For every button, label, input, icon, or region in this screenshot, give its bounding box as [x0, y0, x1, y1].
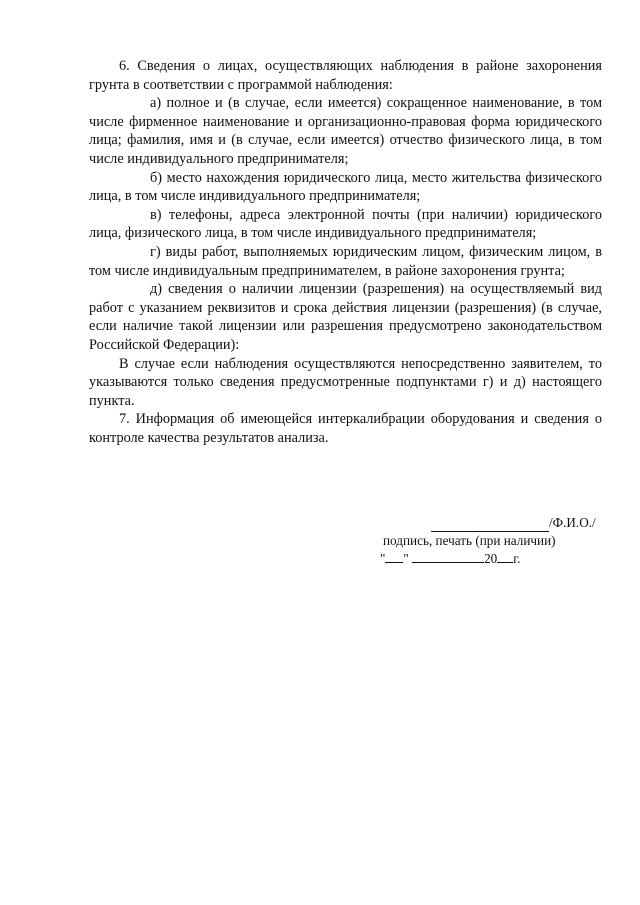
- item-6: 6. Сведения о лицах, осуществляющих наблюдения в районе захоронения грунта в соответствии с программой наблюдения:: [89, 58, 602, 93]
- year-prefix: 20: [484, 551, 498, 566]
- signature-line: [379, 514, 609, 532]
- item-6-d: д) сведения о наличии лицензии (разрешения) на осуществляемый вид работ с указанием реквизитов и срока действия лицензии (разрешения) (в случае, если наличие такой лицензии или разрешения предусмотрено законодательством Российской Федерации):: [89, 281, 602, 353]
- quote-open: ": [380, 551, 386, 566]
- signature-block: [379, 514, 609, 568]
- item-6-b: б) место нахождения юридического лица, место жительства физического лица, в том числе индивидуального предпринимателя;: [89, 169, 602, 205]
- signature-blank: [431, 518, 549, 532]
- month-blank: [412, 550, 484, 563]
- document-body: [89, 57, 602, 447]
- item-6-v: в) телефоны, адреса электронной почты (при наличии) юридического лица, физического лица, в том числе индивидуального предпринимателя;: [89, 206, 602, 242]
- item-6-note: В случае если наблюдения осуществляются непосредственно заявителем, то указываются только сведения предусмотренные подпунктами г) и д) настоящего пункта.: [89, 355, 602, 409]
- quote-close: ": [403, 551, 409, 566]
- item-6-a: а) полное и (в случае, если имеется) сокращенное наименование, в том числе фирменное наименование и организационно-правовая форма юридического лица; фамилия, имя и (в случае, если имеется) отчество физического лица, в том числе индивидуального предпринимателя;: [89, 95, 602, 167]
- date-line: [380, 550, 609, 568]
- signature-caption: подпись, печать (при наличии): [383, 533, 556, 548]
- item-7: 7. Информация об имеющейся интеркалибрации оборудования и сведения о контроле качества результатов анализа.: [89, 411, 602, 446]
- year-suffix: г.: [513, 551, 521, 566]
- day-blank: [385, 550, 403, 563]
- fio-label: /Ф.И.О./: [549, 515, 596, 530]
- year-blank: [497, 550, 513, 563]
- item-6-g: г) виды работ, выполняемых юридическим лицом, физическим лицом, в том числе индивидуальным предпринимателем, в районе захоронения грунта;: [89, 243, 602, 279]
